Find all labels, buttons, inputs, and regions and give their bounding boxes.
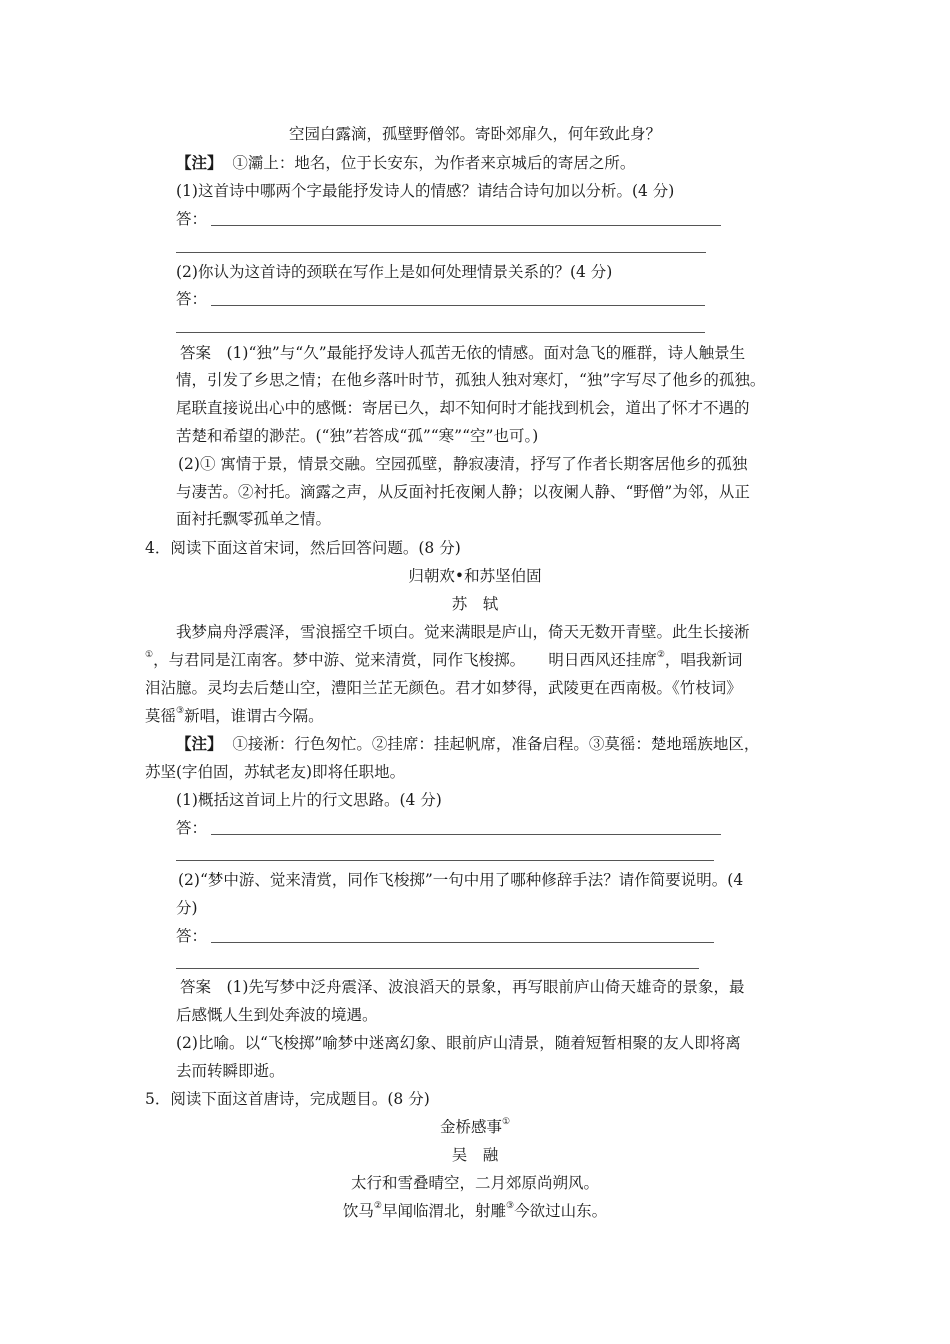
answer-line bbox=[176, 968, 699, 969]
footnote-mark: ① bbox=[501, 1117, 511, 1127]
answer-line bbox=[211, 305, 705, 306]
footnote-mark: ② bbox=[373, 1201, 382, 1211]
q5-poem-title: 金桥感事① bbox=[439, 1117, 511, 1136]
footnote-mark: ① bbox=[145, 650, 154, 660]
poem1-question-2: (2)你认为这首诗的颈联在写作上是如何处理情景关系的？(4 分) bbox=[176, 263, 613, 281]
answer-prefix: 答： bbox=[176, 290, 208, 308]
q4-question-2: (2)“梦中游、觉来清赏，同作飞梭掷”一句中用了哪种修辞手法？请作简要说明。(4 bbox=[178, 871, 744, 889]
poem1-answer-line: 与凄苦。②衬托。滴露之声，从反面衬托夜阑人静；以夜阑人静、“野僧”为邻，从正 bbox=[176, 483, 750, 501]
q4-answer-line: (2)比喻。以“飞梭掷”喻梦中迷离幻象、眼前庐山清景，随着短暂相聚的友人即将离 bbox=[176, 1034, 741, 1052]
q4-poem-line: 泪沾臆。灵均去后楚山空，澧阳兰芷无颜色。君才如梦得，武陵更在西南极。《竹枝词》 bbox=[145, 679, 742, 697]
q4-question-1: (1)概括这首词上片的行文思路。(4 分) bbox=[176, 791, 442, 809]
q4-question-2-cont: 分) bbox=[176, 899, 198, 917]
poem1-last-line: 空园白露滴，孤壁野僧邻。寄卧郊扉久，何年致此身？ bbox=[288, 125, 661, 143]
q5-poem-line: 饮马②早闻临渭北，射雕③今欲过山东。 bbox=[342, 1201, 608, 1220]
answer-line bbox=[176, 332, 705, 333]
footnote-mark: ② bbox=[656, 650, 665, 660]
poem1-note bbox=[176, 153, 635, 173]
poem1-answer-line: 尾联直接说出心中的感慨：寄居已久，却不知何时才能找到机会，道出了怀才不遇的 bbox=[176, 399, 750, 417]
footnote-mark: ③ bbox=[176, 706, 185, 716]
q4-heading: 4．阅读下面这首宋词，然后回答问题。(8 分) bbox=[145, 539, 461, 557]
q4-answer-line: 答案 (1)先写梦中泛舟震泽、波浪滔天的景象，再写眼前庐山倚天雄奇的景象，最 bbox=[180, 978, 745, 996]
q4-note-line: 苏坚(字伯固，苏轼老友)即将任职地。 bbox=[145, 763, 406, 781]
q4-poem-line: 我梦扁舟浮震泽，雪浪摇空千顷白。觉来满眼是庐山，倚天无数开青壁。此生长接淅 bbox=[176, 623, 750, 641]
footnote-mark: ③ bbox=[506, 1201, 515, 1211]
answer-line bbox=[211, 834, 721, 835]
q4-poem-line: ①，与君同是江南客。梦中游、觉来清赏，同作飞梭掷。 明日西风还挂席②，唱我新词 bbox=[145, 650, 743, 669]
answer-prefix: 答： bbox=[176, 927, 208, 945]
poem1-question-1: (1)这首诗中哪两个字最能抒发诗人的情感？请结合诗句加以分析。(4 分) bbox=[176, 182, 675, 200]
q4-answer-line: 后感慨人生到处奔波的境遇。 bbox=[176, 1006, 378, 1024]
note-label: 【注】 bbox=[176, 153, 223, 172]
answer-line bbox=[211, 225, 721, 226]
note-text: ①灞上：地名，位于长安东，为作者来京城后的寄居之所。 bbox=[232, 154, 636, 172]
q4-poem-line: 莫徭③新唱，谁谓古今隔。 bbox=[145, 706, 324, 725]
answer-line bbox=[176, 860, 714, 861]
answer-prefix: 答： bbox=[176, 210, 208, 228]
poem1-answer-line: 苦楚和希望的渺茫。(“独”若答成“孤”“寒”“空”也可。) bbox=[176, 427, 539, 445]
q5-heading: 5．阅读下面这首唐诗，完成题目。(8 分) bbox=[145, 1090, 430, 1108]
q5-poem-line: 太行和雪叠晴空，二月郊原尚朔风。 bbox=[350, 1174, 599, 1192]
answer-line bbox=[211, 942, 714, 943]
q4-poem-title: 归朝欢•和苏坚伯固 bbox=[408, 567, 542, 585]
poem1-answer-line: 答案 (1)“独”与“久”最能抒发诗人孤苦无依的情感。面对急飞的雁群，诗人触景生 bbox=[180, 344, 746, 362]
q4-poem-author: 苏 轼 bbox=[451, 595, 499, 613]
poem1-answer-line: (2)① 寓情于景，情景交融。空园孤壁，静寂凄清，抒写了作者长期客居他乡的孤独 bbox=[178, 455, 748, 473]
q4-note: 【注】 ①接淅：行色匆忙。②挂席：挂起帆席，准备启程。③莫徭：楚地瑶族地区， bbox=[176, 734, 760, 753]
poem1-answer-line: 情，引发了乡思之情；在他乡落叶时节，孤独人独对寒灯，“独”字写尽了他乡的孤独。 bbox=[176, 371, 766, 389]
q5-poem-author: 吴 融 bbox=[451, 1146, 499, 1164]
poem1-answer-line: 面衬托飘零孤单之情。 bbox=[176, 510, 332, 528]
note-label: 【注】 bbox=[176, 734, 223, 753]
answer-line bbox=[176, 252, 706, 253]
q4-answer-line: 去而转瞬即逝。 bbox=[176, 1062, 285, 1080]
answer-prefix: 答： bbox=[176, 819, 208, 837]
